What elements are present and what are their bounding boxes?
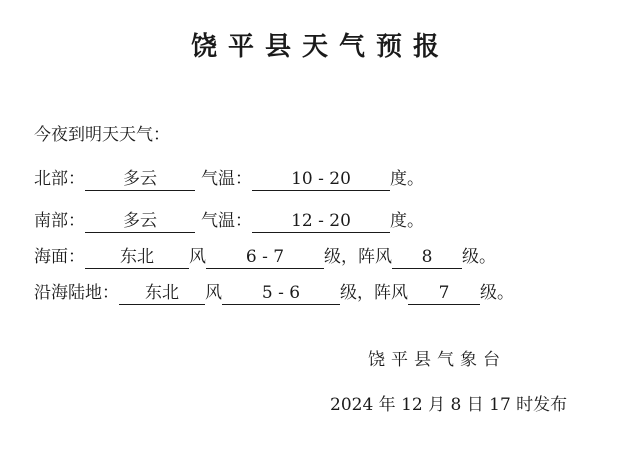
issuing-agency: 饶平县气象台 xyxy=(368,350,506,370)
page-title: 饶平县天气预报 xyxy=(190,32,450,62)
coast-gust-level: 7 xyxy=(408,283,480,305)
sea-forecast-row xyxy=(34,242,496,266)
south-label: 南部： xyxy=(34,211,85,231)
sea-gust-level: 8 xyxy=(392,247,462,269)
intro-line xyxy=(34,120,170,144)
north-label: 北部： xyxy=(34,169,85,189)
sea-wind-word: 风 xyxy=(189,247,206,267)
south-temp-label: 气温： xyxy=(201,211,252,231)
coast-wind-level: 5 - 6 xyxy=(222,283,340,305)
south-forecast-row xyxy=(34,206,424,230)
coast-forecast-row xyxy=(34,278,514,302)
sea-level-word: 级，阵风 xyxy=(324,247,392,267)
north-forecast-row xyxy=(34,164,424,188)
coast-level-word: 级，阵风 xyxy=(340,283,408,303)
north-temp: 10 - 20 xyxy=(252,169,390,191)
north-temp-label: 气温： xyxy=(201,169,252,189)
south-weather: 多云 xyxy=(85,211,195,233)
coast-wind-word: 风 xyxy=(205,283,222,303)
south-unit: 度。 xyxy=(390,211,424,231)
coast-end: 级。 xyxy=(480,283,514,303)
sea-wind-direction: 东北 xyxy=(85,247,189,269)
north-weather: 多云 xyxy=(85,169,195,191)
north-unit: 度。 xyxy=(390,169,424,189)
south-temp: 12 - 20 xyxy=(252,211,390,233)
sea-wind-level: 6 - 7 xyxy=(206,247,324,269)
issue-time: 2024 年 12 月 8 日 17 时发布 xyxy=(330,395,568,415)
coast-label: 沿海陆地： xyxy=(34,283,119,303)
coast-wind-direction: 东北 xyxy=(119,283,205,305)
sea-end: 级。 xyxy=(462,247,496,267)
intro-text: 今夜到明天天气： xyxy=(34,125,170,145)
sea-label: 海面： xyxy=(34,247,85,267)
